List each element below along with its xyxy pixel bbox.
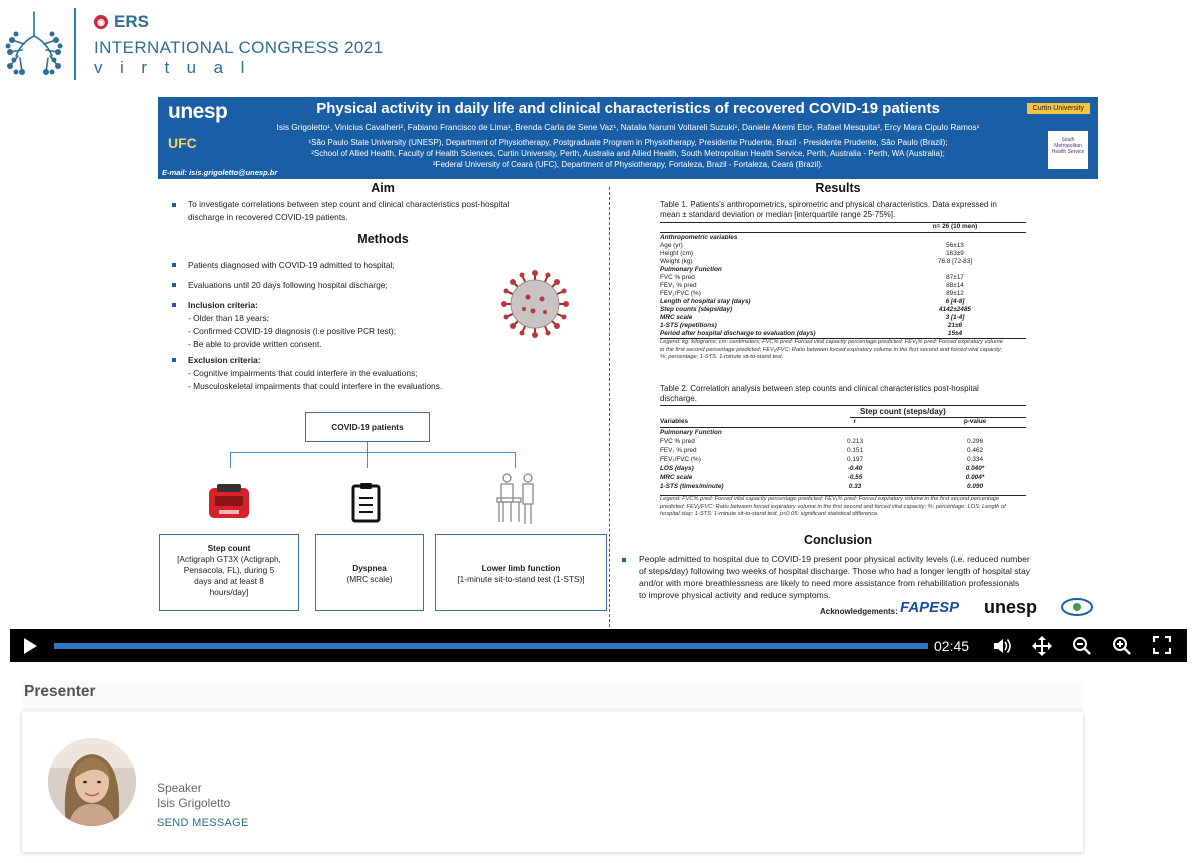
results-heading: Results — [815, 181, 861, 195]
volume-icon[interactable] — [992, 636, 1012, 656]
lungs-logo-icon — [4, 10, 64, 78]
table2-cell-r: -0.40 — [847, 465, 863, 472]
bullet-icon — [172, 263, 176, 267]
conclusion-line: and/or with more breathlessness are likely to need more assistance from rehabilitation professionals — [639, 578, 1020, 588]
table1-row — [660, 258, 1026, 266]
conclusion-line: People admitted to hospital due to COVID-19 present poor physical activity levels (i.e. reduced number — [639, 554, 1030, 564]
table1-cell-label: Weight (kg) — [660, 258, 693, 265]
table1-cell-label: FEV₁ % pred — [660, 282, 697, 289]
table1-row — [660, 322, 1026, 330]
table1-cell-value: 21±6 — [947, 322, 963, 329]
fullscreen-icon[interactable] — [1153, 636, 1171, 654]
speaker-photo — [48, 738, 136, 826]
table2-cell-p: 0.462 — [967, 447, 983, 454]
smhs-logo: South Metropolitan Health Service — [1048, 131, 1088, 169]
table1-row — [660, 306, 1026, 314]
table2-caption-line: Table 2. Correlation analysis between step counts and clinical characteristics post-hospital — [660, 384, 979, 393]
table1-cell-label: Period after hospital discharge to evaluation (days) — [660, 330, 816, 337]
table1-cell-value: 89±12 — [946, 290, 964, 297]
table2-col-variables: Variables — [660, 418, 689, 425]
table2-row — [660, 474, 1026, 482]
table2-cell-p: 0.296 — [967, 438, 983, 445]
table2-row — [660, 429, 1026, 437]
methods-bullet-1: Patients diagnosed with COVID-19 admitted to hospital; — [188, 260, 395, 270]
flow-step-line: hours/day] — [209, 587, 249, 597]
flow-dyspnea-box — [315, 534, 424, 611]
table1-header-n: n= 26 (10 men) — [932, 223, 978, 230]
flow-lower-limb-box — [435, 534, 607, 611]
progress-fill — [54, 643, 928, 649]
conclusion-heading: Conclusion — [803, 533, 873, 547]
table2-columns — [660, 418, 1026, 426]
exclusion-item: - Musculoskeletal impairments that could interfere in the evaluations. — [188, 381, 443, 391]
congress-mode: virtual — [94, 58, 262, 77]
conclusion-line: of steps/day) following two weeks of hospital discharge. Those who had a longer length of hospital stay — [639, 566, 1031, 576]
actigraph-device-icon — [205, 480, 253, 524]
bullet-icon — [172, 203, 176, 207]
table2-cell-r: -0.55 — [847, 474, 863, 481]
table2-cell-label: MRC scale — [660, 474, 693, 481]
table2-cell-p: 0.004* — [965, 474, 985, 481]
table2-legend-line: Legend: FVC% pred: Forced vital capacity percentage predicted; FEV₁% pred: Forced expiratory volume in the first second percentage — [660, 496, 1000, 502]
flow-connector — [367, 452, 368, 468]
table1-caption — [660, 200, 997, 220]
curtin-logo: Curtin University — [1027, 103, 1090, 114]
table-rule — [660, 405, 1026, 406]
flow-step-line: Pensacola, FL), during 5 — [183, 565, 275, 575]
table1-row — [660, 314, 1026, 322]
table1-row — [660, 266, 1026, 274]
table1-cell-label: Age (yr) — [660, 242, 683, 249]
table2-caption-line: discharge. — [660, 394, 697, 403]
table2-row — [660, 465, 1026, 473]
speaker-role: Speaker — [157, 781, 202, 795]
play-icon[interactable] — [22, 638, 38, 654]
table2-legend — [660, 496, 1006, 519]
flow-step-count-box — [159, 534, 299, 611]
table1-cell-label: Length of hospital stay (days) — [660, 298, 751, 305]
table2-row — [660, 438, 1026, 446]
table2-row — [660, 447, 1026, 455]
table2-row — [660, 456, 1026, 464]
table1-row — [660, 298, 1026, 306]
table2-legend-line: predicted; FEV₁/FVC: Ratio between forced expiratory volume in the first second and forced vital capacity; %: percentage; LOS: Length of — [660, 503, 1006, 510]
speaker-name: Isis Grigoletto — [157, 796, 231, 810]
table1-cell-value: 56±13 — [946, 242, 964, 249]
congress-title: INTERNATIONAL CONGRESS 2021 — [94, 38, 384, 57]
table2-legend-line: hospital stay; 1-STS: 1-minute sit-to-stand test. p<0.05: significant statistical difference. — [660, 511, 879, 517]
inclusion-heading: Inclusion criteria: — [188, 300, 258, 310]
exclusion-heading: Exclusion criteria: — [188, 355, 261, 365]
inclusion-item: - Confirmed COVID-19 diagnosis (i.e positive PCR test); — [188, 326, 397, 336]
flow-step-line: [Actigraph GT3X (Actigraph, — [177, 554, 281, 564]
table1-header — [660, 223, 1026, 231]
unesp-logo: unesp — [168, 100, 228, 123]
poster-column-divider — [609, 187, 610, 627]
unesp-ack-logo: unesp — [984, 597, 1038, 617]
table1-cell-value: 163±9 — [946, 250, 964, 257]
progress-bar[interactable] — [54, 643, 928, 649]
presenter-section-header — [22, 682, 1083, 710]
presenter-heading: Presenter — [24, 683, 96, 700]
table2-cell-r: 0.197 — [847, 456, 863, 463]
presenter-card — [22, 712, 1083, 852]
zoom-in-icon[interactable] — [1112, 636, 1132, 656]
conclusion-text — [639, 553, 1030, 601]
ers-brand — [94, 12, 149, 32]
zoom-out-icon[interactable] — [1072, 636, 1092, 656]
table2-caption — [660, 384, 979, 404]
poster-email: E-mail: isis.grigoletto@unesp.br — [162, 168, 278, 177]
table2-cell-r: 0.151 — [847, 447, 863, 454]
coronavirus-illustration-icon — [500, 269, 570, 339]
table2-cell-r: 0.33 — [848, 483, 862, 490]
table1-row — [660, 234, 1026, 242]
table1-cell-value: 4142±2485 — [939, 306, 971, 313]
flow-dyspnea-title: Dyspnea — [352, 563, 387, 573]
conclusion-line: to improve physical activity and reduce symptoms. — [639, 590, 831, 600]
table1-cell-value: 76.8 [72-83] — [937, 258, 973, 265]
methods-bullet-2: Evaluations until 20 days following hospital discharge; — [188, 280, 388, 290]
table2-cell-label: 1-STS (times/minute) — [660, 483, 724, 490]
poster — [158, 97, 1098, 627]
flow-step-title: Step count — [207, 543, 251, 553]
flow-connector — [515, 452, 516, 468]
table1-cell-value: 87±17 — [946, 274, 964, 281]
table2-cell-p: 0.040* — [965, 465, 985, 472]
inclusion-item: - Older than 18 years; — [188, 313, 269, 323]
table2-col-r: r — [853, 418, 857, 425]
bullet-icon — [172, 283, 176, 287]
table1-cell-value: 3 [1-4] — [945, 314, 965, 321]
table2-cell-label: FVC % pred — [660, 438, 695, 445]
table1-row — [660, 242, 1026, 250]
flow-connector — [230, 452, 515, 453]
flow-connector — [367, 442, 368, 452]
fapesp-logo: FAPESP — [900, 599, 960, 616]
table2-col-p: p-value — [963, 418, 987, 425]
table1-cell-label: Step counts (steps/day) — [660, 306, 733, 313]
table1-cell-value: 6 [4-8] — [945, 298, 965, 305]
table2-group-row — [660, 407, 1026, 417]
table1-cell-value: 88±14 — [946, 282, 964, 289]
table2-cell-r: 0.213 — [847, 438, 863, 445]
move-icon[interactable] — [1032, 636, 1052, 656]
poster-title: Physical activity in daily life and clinical characteristics of recovered COVID-19 patients — [316, 100, 940, 117]
table1-cell-label: Anthropometric variables — [660, 234, 738, 241]
table1-row — [660, 274, 1026, 282]
acknowledgements-label: Acknowledgements: — [820, 607, 898, 616]
bullet-icon — [172, 303, 176, 307]
table-rule — [660, 427, 1026, 428]
eye-logo-icon — [1060, 597, 1094, 617]
aim-line-1: To investigate correlations between step count and clinical characteristics post-hospital — [188, 199, 510, 209]
table1-legend-line: Legend: kg: kilograms; cm: centimeters; FVC% pred: Forced vital capacity percentage predicted; FEV₁% pred: Forced expiratory volume — [660, 339, 1003, 345]
exclusion-item: - Cognitive impairments that could interfere in the evaluations; — [188, 368, 418, 378]
table1-cell-value: 15±4 — [947, 330, 963, 337]
inclusion-item: - Be able to provide written consent. — [188, 339, 322, 349]
send-message-link[interactable]: SEND MESSAGE — [157, 817, 249, 829]
avatar — [48, 738, 136, 826]
ufc-logo: UFC — [168, 135, 197, 151]
flow-dyspnea-sub: (MRC scale) — [346, 574, 393, 584]
clipboard-icon — [350, 481, 382, 523]
table1-cell-label: FEV₁/FVC (%) — [660, 290, 701, 297]
time-display: 02:45 — [934, 638, 970, 654]
aim-line-2: discharge in recovered COVID-19 patients. — [188, 212, 348, 222]
table2-cell-label: LOS (days) — [660, 465, 694, 472]
table2-cell-label: FEV₁/FVC (%) — [660, 456, 701, 463]
poster-affiliations — [218, 137, 1038, 170]
flow-lower-limb-sub: [1-minute sit-to-stand test (1-STS)] — [457, 574, 585, 584]
table1-caption-line: Table 1. Patients's anthropometrics, spirometric and physical characteristics. Data expressed in — [660, 200, 997, 209]
table1-legend-line: %: percentage; 1-STS: 1-minute sit-to-stand test. — [660, 354, 784, 360]
table2-cell-p: 0.090 — [967, 483, 983, 490]
table1-cell-label: MRC scale — [660, 314, 693, 321]
table1-cell-label: Pulmonary Function — [660, 266, 722, 273]
table2-cell-label: FEV₁ % pred — [660, 447, 697, 454]
table1-cell-label: Height (cm) — [660, 250, 694, 257]
flow-root-box: COVID-19 patients — [305, 412, 430, 442]
flow-connector — [230, 452, 231, 468]
sit-to-stand-icon — [493, 472, 541, 526]
bullet-icon — [172, 358, 176, 362]
table1-row — [660, 250, 1026, 258]
table1-row — [660, 290, 1026, 298]
affiliation-3: ³Federal University of Ceará (UFC), Department of Physiotherapy, Fortaleza, Brazil - Fortaleza, Ceará (Brazil). — [432, 160, 824, 169]
ers-brand-text: ERS — [114, 12, 149, 31]
table1-legend-line: in the first second percentage predicted; FEV₁/FVC: Ratio between forced expiratory volume in the first second and forced vital capacity; — [660, 346, 1003, 353]
table1-row — [660, 330, 1026, 338]
table2-group-label: Step count (steps/day) — [860, 407, 946, 416]
table1-cell-label: FVC % pred — [660, 274, 695, 281]
table1-legend — [660, 339, 1003, 362]
table1-cell-label: 1-STS (repetitions) — [660, 322, 717, 329]
table2-row — [660, 483, 1026, 491]
ers-logo-icon: ◉ — [94, 15, 108, 29]
table2-cell-p: 0.334 — [967, 456, 983, 463]
table1-caption-line: mean ± standard deviation or median [interquartile range 25-75%]. — [660, 210, 896, 219]
flow-step-line: days and at least 8 — [194, 576, 264, 586]
table-rule — [660, 232, 1026, 233]
affiliation-2: ²School of Allied Health, Faculty of Health Sciences, Curtin University, Perth, Australia and Allied Health, South Metropolitan Health Service, Perth, Australia - Perth, WA (Australia); — [311, 149, 945, 158]
poster-banner — [158, 97, 1098, 179]
affiliation-1: ¹São Paulo State University (UNESP), Department of Physiotherapy, Postgraduate Program in Physiotherapy, Presidente Prudente, Brazil - Presidente Prudente, São Paulo (Brazil); — [308, 138, 948, 147]
poster-authors: Isis Grigoletto¹, Vinicius Cavalheri², Fabiano Francisco de Lima¹, Brenda Carla de Sene Vaz¹, Natalia Narumi Voltareli Suzuki¹, Daniele Akemi Eto¹, Rafael Mesquita³, Ercy Mara Cipulo Ramos¹ — [276, 122, 980, 132]
congress-header — [0, 0, 1200, 90]
header-divider — [74, 8, 76, 80]
bullet-icon — [622, 558, 626, 562]
video-controls — [10, 629, 1187, 662]
table2-cell-label: Pulmonary Function — [660, 429, 722, 436]
aim-heading: Aim — [371, 181, 395, 195]
methods-heading: Methods — [357, 232, 409, 246]
table1-row — [660, 282, 1026, 290]
flow-lower-limb-title: Lower limb function — [481, 563, 561, 573]
